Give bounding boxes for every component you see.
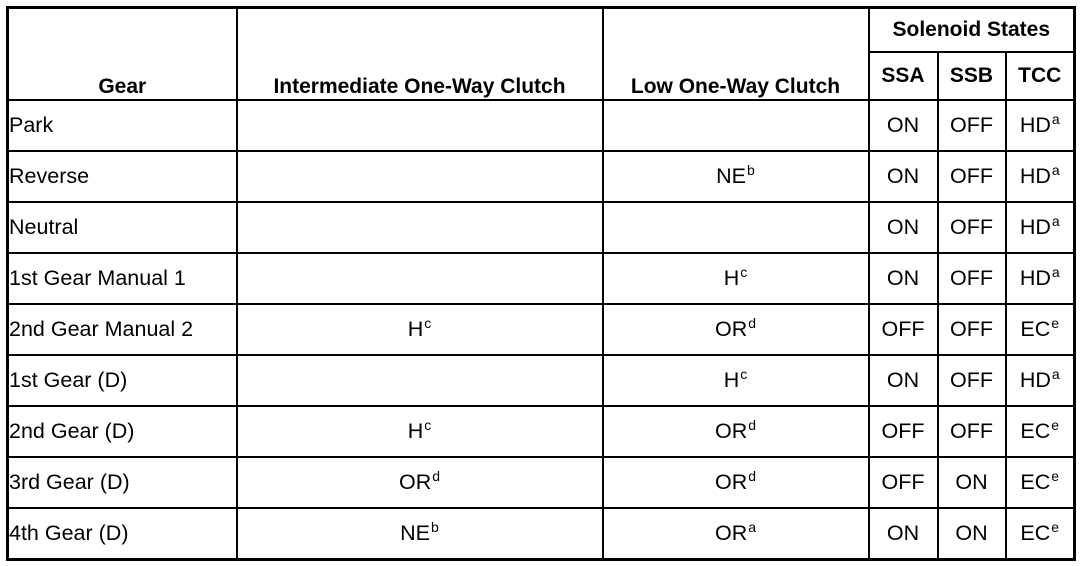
ssa-cell-text: ON [886,113,920,137]
intermediate-clutch-cell [237,100,603,151]
low-clutch-cell-footnote: d [748,315,757,332]
tcc-cell-footnote: e [1051,519,1060,536]
gear-cell-text: 1st Gear (D) [9,368,128,392]
low-clutch-cell-footnote: d [748,468,757,485]
tcc-cell [1006,355,1075,406]
gear-cell-text: 3rd Gear (D) [9,470,130,494]
ssb-cell-text: ON [955,521,988,545]
tcc-cell-text: HD [1019,368,1051,392]
gear-cell [8,202,237,253]
tcc-cell-footnote: a [1051,111,1060,128]
tcc-cell [1006,508,1075,560]
table-row [8,508,1075,560]
intermediate-clutch-cell [237,151,603,202]
gear-cell-text: 4th Gear (D) [9,521,129,545]
ssb-cell [938,406,1006,457]
gear-header: Gear [8,8,237,101]
ssb-cell-text: OFF [950,419,993,443]
low-clutch-cell-footnote: b [747,162,755,179]
low-clutch-cell [603,304,869,355]
intermediate-clutch-cell [237,406,603,457]
low-clutch-cell-text: H [723,368,740,392]
ssa-header: SSA [869,52,938,100]
low-clutch-cell-footnote: a [748,519,757,536]
tcc-cell [1006,151,1075,202]
ssa-cell [869,508,938,560]
intermediate-clutch-cell-footnote: b [431,519,439,536]
tcc-cell [1006,253,1075,304]
ssa-cell-text: ON [886,215,920,239]
gear-cell [8,151,237,202]
tcc-header: TCC [1006,52,1075,100]
gear-cell-text: 2nd Gear Manual 2 [9,317,194,341]
table-row [8,304,1075,355]
ssa-cell [869,253,938,304]
table-row [8,151,1075,202]
low-clutch-cell-text: OR [714,470,748,494]
tcc-cell-text: HD [1019,164,1051,188]
low-clutch-cell [603,355,869,406]
ssb-cell [938,202,1006,253]
intermediate-clutch-cell [237,355,603,406]
low-clutch-cell-text: OR [714,419,748,443]
low-clutch-cell-footnote: c [740,366,748,383]
ssb-cell-text: OFF [950,368,993,392]
ssa-cell-text: OFF [881,419,925,443]
ssa-cell-text: ON [886,164,920,188]
table-row [8,355,1075,406]
tcc-cell-text: HD [1019,215,1051,239]
intermediate-clutch-cell-text: NE [400,521,431,545]
table-row [8,457,1075,508]
gear-cell [8,253,237,304]
low-clutch-cell [603,406,869,457]
low-clutch-cell [603,202,869,253]
ssb-header: SSB [938,52,1006,100]
gear-cell [8,304,237,355]
ssb-cell [938,151,1006,202]
low-clutch-cell-footnote: d [748,417,757,434]
intermediate-clutch-cell-footnote: c [424,417,432,434]
ssb-cell [938,304,1006,355]
low-clutch-cell [603,457,869,508]
low-clutch-cell [603,100,869,151]
table-row [8,406,1075,457]
ssb-cell [938,457,1006,508]
gear-cell-text: 1st Gear Manual 1 [9,266,186,290]
low-clutch-header: Low One-Way Clutch [603,8,869,101]
tcc-cell-text: EC [1020,419,1051,443]
tcc-cell [1006,100,1075,151]
gear-cell [8,355,237,406]
gear-cell [8,100,237,151]
ssa-cell [869,151,938,202]
low-clutch-cell [603,508,869,560]
table-row [8,202,1075,253]
tcc-cell [1006,457,1075,508]
header-row-top [8,8,1075,53]
low-clutch-cell-text: NE [716,164,747,188]
tcc-cell-footnote: e [1051,417,1060,434]
gear-cell-text: Neutral [9,215,79,239]
ssb-cell [938,355,1006,406]
tcc-cell [1006,406,1075,457]
ssa-cell [869,406,938,457]
ssa-cell [869,355,938,406]
gear-cell [8,457,237,508]
ssa-cell-text: ON [886,521,920,545]
ssb-cell-text: OFF [950,215,993,239]
tcc-cell-text: EC [1020,470,1051,494]
gear-cell [8,508,237,560]
tcc-cell-footnote: a [1051,213,1060,230]
ssb-cell [938,100,1006,151]
table-row [8,100,1075,151]
ssa-cell [869,100,938,151]
tcc-cell-footnote: a [1051,162,1060,179]
intermediate-clutch-cell [237,253,603,304]
intermediate-clutch-cell [237,202,603,253]
gear-cell [8,406,237,457]
ssa-cell [869,457,938,508]
intermediate-clutch-cell-footnote: c [424,315,432,332]
gear-solenoid-table [6,6,1076,561]
intermediate-clutch-cell [237,508,603,560]
low-clutch-cell [603,253,869,304]
low-clutch-cell [603,151,869,202]
intermediate-clutch-cell-text: H [407,317,424,341]
tcc-cell-footnote: e [1051,315,1060,332]
tcc-cell-footnote: a [1051,366,1060,383]
intermediate-clutch-cell [237,457,603,508]
ssb-cell-text: OFF [950,113,993,137]
tcc-cell [1006,304,1075,355]
intermediate-clutch-cell-footnote: d [432,468,441,485]
tcc-cell-text: EC [1020,521,1051,545]
gear-cell-text: Reverse [9,164,90,188]
tcc-cell-text: HD [1019,113,1051,137]
table-body [8,100,1075,560]
gear-cell-text: 2nd Gear (D) [9,419,135,443]
intermediate-clutch-header: Intermediate One-Way Clutch [237,8,603,101]
low-clutch-cell-text: OR [714,317,748,341]
ssb-cell [938,508,1006,560]
ssa-cell-text: ON [886,266,920,290]
intermediate-clutch-cell-text: H [407,419,424,443]
table-row [8,253,1075,304]
tcc-cell-text: HD [1019,266,1051,290]
solenoid-states-header: Solenoid States [869,8,1075,53]
tcc-cell-footnote: a [1051,264,1060,281]
ssb-cell-text: OFF [950,317,993,341]
ssb-cell-text: OFF [950,164,993,188]
tcc-cell [1006,202,1075,253]
intermediate-clutch-cell-text: OR [398,470,432,494]
tcc-cell-footnote: e [1051,468,1060,485]
tcc-cell-text: EC [1020,317,1051,341]
gear-cell-text: Park [9,113,54,137]
intermediate-clutch-cell [237,304,603,355]
ssb-cell-text: OFF [950,266,993,290]
low-clutch-cell-text: OR [714,521,748,545]
ssa-cell-text: OFF [881,470,925,494]
ssa-cell-text: OFF [881,317,925,341]
ssa-cell [869,304,938,355]
ssb-cell [938,253,1006,304]
ssb-cell-text: ON [955,470,988,494]
low-clutch-cell-footnote: c [740,264,748,281]
ssa-cell-text: ON [886,368,920,392]
ssa-cell [869,202,938,253]
low-clutch-cell-text: H [723,266,740,290]
